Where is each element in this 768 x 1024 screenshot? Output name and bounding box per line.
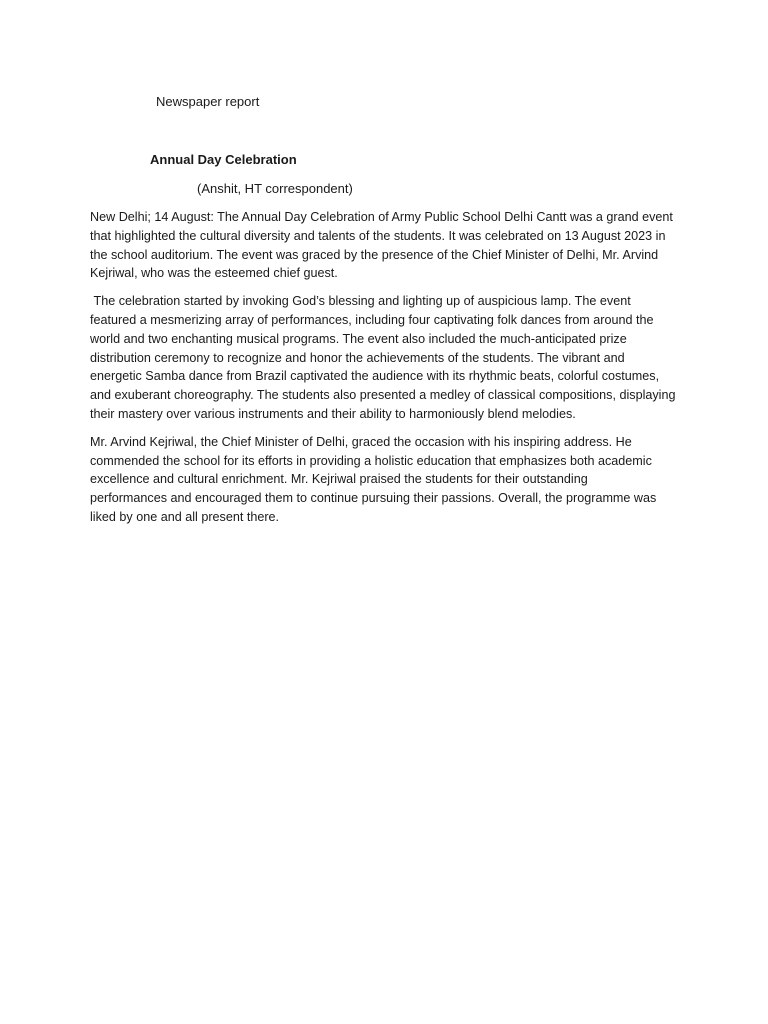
paragraph-chief-guest (90, 433, 684, 527)
paragraph-line: featured a mesmerizing array of performances, including four captivating folk dances from around the (90, 312, 654, 327)
paragraph-line: Mr. Arvind Kejriwal, the Chief Minister of Delhi, graced the occasion with his inspiring address. He (90, 434, 632, 449)
paragraph-line: New Delhi; 14 August: The Annual Day Celebration of Army Public School Delhi Cantt was a grand event (90, 210, 673, 224)
paragraph-line: their mastery over various instruments and their ability to harmoniously blend melodies. (90, 406, 576, 421)
paragraph-line: the school auditorium. The event was graced by the presence of the Chief Minister of Delhi, Mr. Arvind (90, 247, 659, 262)
paragraph-line: Kejriwal, who was the esteemed chief guest. (90, 266, 338, 281)
paragraph-line: world and two enchanting musical programs. The event also included the much-anticipated prize (90, 331, 627, 346)
paragraph-line: The celebration started by invoking God’s blessing and lighting up of auspicious lamp. The event (90, 294, 631, 309)
paragraph-line: and exuberant choreography. The students also presented a medley of classical compositions, displaying (90, 388, 676, 403)
article-body (90, 208, 684, 536)
paragraph-line: distribution ceremony to recognize and honor the achievements of the students. The vibrant and (90, 350, 625, 365)
document-label: Newspaper report (156, 94, 260, 109)
paragraph-line: that highlighted the cultural diversity and talents of the students. It was celebrated on 13 August 2023 in (90, 228, 666, 243)
byline: (Anshit, HT correspondent) (197, 181, 353, 196)
paragraph-line: energetic Samba dance from Brazil captivated the audience with its rhythmic beats, colorful costumes, (90, 369, 660, 384)
paragraph-line: commended the school for its efforts in providing a holistic education that emphasizes both academic (90, 453, 652, 468)
paragraph-line: excellence and cultural enrichment. Mr. Kejriwal praised the students for their outstanding (90, 472, 588, 487)
paragraph-celebration (90, 292, 684, 424)
paragraph-line: liked by one and all present there. (90, 509, 280, 524)
paragraph-intro (90, 208, 684, 283)
headline: Annual Day Celebration (150, 152, 297, 167)
paragraph-line: performances and encouraged them to continue pursuing their passions. Overall, the programme was (90, 491, 657, 506)
